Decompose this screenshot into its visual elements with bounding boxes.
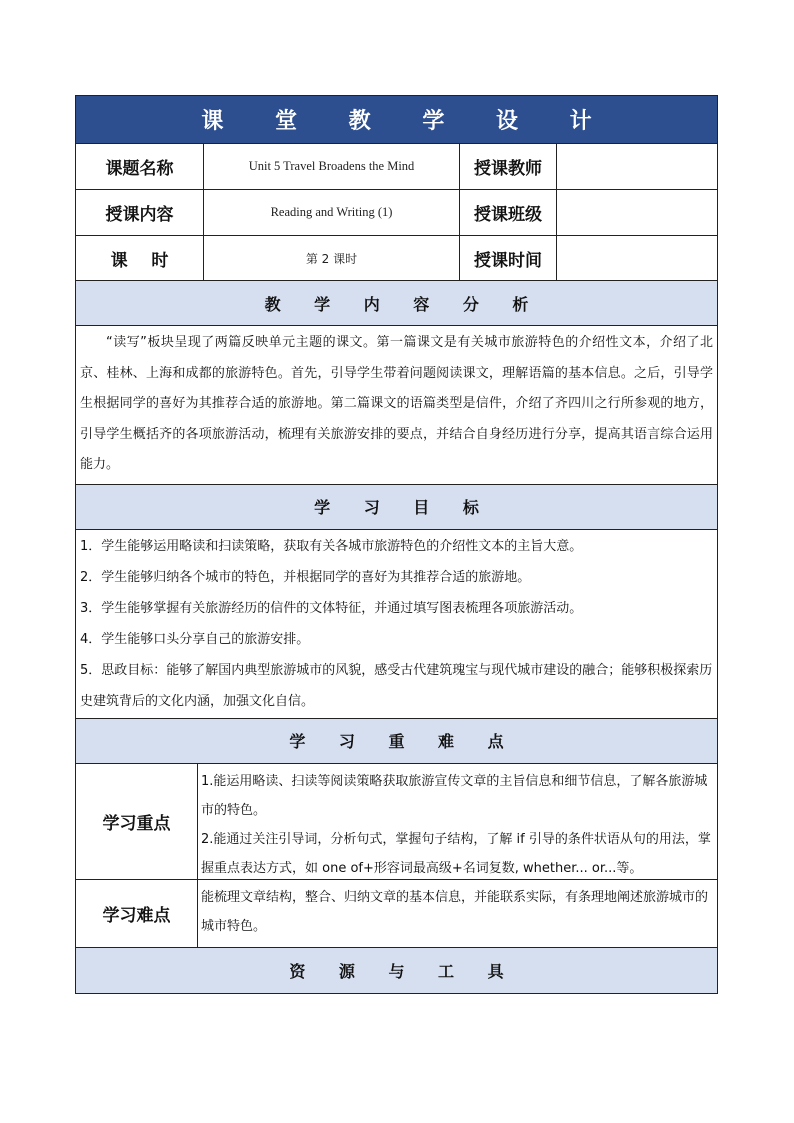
key-content — [198, 764, 717, 879]
teacher-value — [557, 144, 717, 189]
goal-item: 5．思政目标：能够了解国内典型旅游城市的风貌，感受古代建筑瑰宝与现代城市建设的融合；能够积极探索历史建筑背后的文化内涵，加强文化自信。 — [80, 662, 713, 709]
content-label: 授课内容 — [76, 190, 204, 235]
class-value — [557, 190, 717, 235]
key-item: 1.能运用略读、扫读等阅读策略获取旅游宣传文章的主旨信息和细节信息，了解各旅游城市的特色。 — [201, 773, 708, 818]
lesson-plan-table — [75, 95, 718, 994]
period-label: 课 时 — [76, 236, 204, 280]
goal-item: 2．学生能够归纳各个城市的特色，并根据同学的喜好为其推荐合适的旅游地。 — [80, 569, 531, 585]
time-label: 授课时间 — [460, 236, 557, 280]
info-row-topic — [76, 144, 717, 190]
key-row — [76, 764, 717, 880]
analysis-heading: 教 学 内 容 分 析 — [76, 281, 717, 326]
class-label: 授课班级 — [460, 190, 557, 235]
info-row-period — [76, 236, 717, 281]
goals-heading: 学 习 目 标 — [76, 485, 717, 530]
resources-heading: 资 源 与 工 具 — [76, 948, 717, 993]
analysis-body — [76, 326, 717, 485]
topic-value: Unit 5 Travel Broadens the Mind — [204, 144, 460, 189]
difficulty-row — [76, 880, 717, 948]
teacher-label: 授课教师 — [460, 144, 557, 189]
goal-item: 3．学生能够掌握有关旅游经历的信件的文体特征，并通过填写图表梳理各项旅游活动。 — [80, 600, 583, 616]
goal-item: 1．学生能够运用略读和扫读策略，获取有关各城市旅游特色的介绍性文本的主旨大意。 — [80, 538, 583, 554]
topic-label: 课题名称 — [76, 144, 204, 189]
content-value: Reading and Writing (1) — [204, 190, 460, 235]
info-row-content — [76, 190, 717, 236]
difficulty-label: 学习难点 — [76, 880, 198, 947]
document-title: 课 堂 教 学 设 计 — [76, 96, 717, 144]
period-value: 第 2 课时 — [204, 236, 460, 280]
goals-list — [76, 530, 717, 718]
analysis-paragraph — [76, 326, 717, 484]
difficulty-text: 能梳理文章结构，整合、归纳文章的基本信息，并能联系实际，有条理地阐述旅游城市的城市特色。 — [201, 889, 709, 934]
time-value — [557, 236, 717, 280]
goals-body — [76, 530, 717, 719]
goal-item: 4．学生能够口头分享自己的旅游安排。 — [80, 631, 310, 647]
key-item: 2.能通过关注引导词，分析句式，掌握句子结构，了解 if 引导的条件状语从句的用法，掌握重点表达方式，如 one of+形容词最高级+名词复数, whether... or...等。 — [201, 831, 711, 876]
analysis-text: “读写”板块呈现了两篇反映单元主题的课文。第一篇课文是有关城市旅游特色的介绍性文本，介绍了北京、桂林、上海和成都的旅游特色。首先，引导学生带着问题阅读课文，理解语篇的基本信息。之后，引导学生根据同学的喜好为其推荐合适的旅游地。第二篇课文的语篇类型是信件，介绍了齐四川之行所参观的地方，引导学生概括齐的各项旅游活动，梳理有关旅游安排的要点，并结合自身经历进行分享，提高其语言综合运用能力。 — [80, 335, 713, 472]
key-label: 学习重点 — [76, 764, 198, 879]
keypoints-heading: 学 习 重 难 点 — [76, 719, 717, 764]
